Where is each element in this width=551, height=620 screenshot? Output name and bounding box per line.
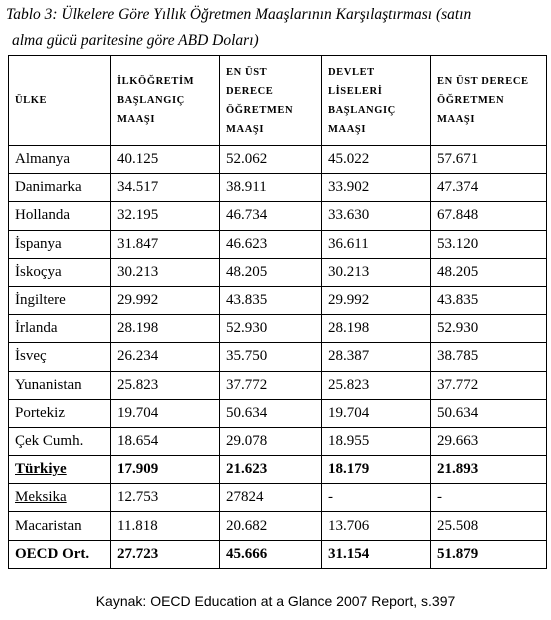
- header-country: ÜLKE: [9, 56, 111, 146]
- salary-value: 50.634: [437, 404, 479, 421]
- value-cell: [431, 484, 547, 512]
- salary-value: 50.634: [226, 404, 268, 421]
- country-name: Yunanistan: [15, 376, 82, 393]
- value-cell: [220, 540, 322, 568]
- country-cell: [9, 427, 111, 455]
- value-cell: [431, 230, 547, 258]
- value-cell: [322, 343, 431, 371]
- salary-value: 18.654: [117, 432, 159, 449]
- value-cell: [322, 202, 431, 230]
- value-cell: [111, 512, 220, 540]
- value-cell: [431, 540, 547, 568]
- value-cell: [111, 540, 220, 568]
- table-row: [9, 174, 547, 202]
- value-cell: [322, 427, 431, 455]
- value-cell: [431, 456, 547, 484]
- country-name: OECD Ort.: [15, 545, 90, 562]
- value-cell: [431, 371, 547, 399]
- salary-value: 38.785: [437, 348, 479, 365]
- value-cell: [111, 258, 220, 286]
- header-top-salary-2: EN ÜST DERECE ÖĞRETMEN MAAŞI: [431, 56, 547, 146]
- salary-value: 46.734: [226, 207, 268, 224]
- salary-value: 37.772: [226, 376, 268, 393]
- salary-value: 33.902: [328, 179, 370, 196]
- salary-table: [8, 55, 547, 569]
- salary-value: 18.955: [328, 432, 370, 449]
- caption-line-1: Tablo 3: Ülkelere Göre Yıllık Öğretmen Maaşlarının Karşılaştırması (satın: [6, 6, 472, 23]
- country-name: İrlanda: [15, 320, 58, 337]
- salary-value: 30.213: [117, 263, 159, 280]
- country-cell: [9, 258, 111, 286]
- salary-value: 25.508: [437, 517, 479, 534]
- salary-value: 48.205: [437, 263, 479, 280]
- table-row: [9, 512, 547, 540]
- country-cell: [9, 371, 111, 399]
- value-cell: [111, 456, 220, 484]
- value-cell: [322, 399, 431, 427]
- country-name: Meksika: [15, 489, 67, 506]
- salary-value: 32.195: [117, 207, 159, 224]
- country-cell: [9, 230, 111, 258]
- value-cell: [322, 315, 431, 343]
- table-row: [9, 371, 547, 399]
- header-row: [9, 56, 547, 146]
- country-cell: [9, 174, 111, 202]
- value-cell: [322, 286, 431, 314]
- caption-line-2: alma gücü paritesine göre ABD Doları): [12, 32, 259, 49]
- country-name: İspanya: [15, 235, 62, 252]
- value-cell: [220, 371, 322, 399]
- salary-value: 29.992: [328, 292, 370, 309]
- value-cell: [431, 399, 547, 427]
- salary-value: 67.848: [437, 207, 479, 224]
- value-cell: [111, 484, 220, 512]
- salary-value: 11.818: [117, 517, 158, 534]
- value-cell: [220, 146, 322, 174]
- salary-value: 36.611: [328, 235, 369, 252]
- salary-value: 13.706: [328, 517, 370, 534]
- salary-value: -: [437, 489, 442, 506]
- salary-value: 45.666: [226, 545, 268, 562]
- value-cell: [322, 456, 431, 484]
- table-row: [9, 399, 547, 427]
- salary-value: 25.823: [117, 376, 159, 393]
- salary-value: 35.750: [226, 348, 268, 365]
- salary-value: 21.623: [226, 461, 268, 478]
- table-row: [9, 258, 547, 286]
- value-cell: [220, 427, 322, 455]
- salary-value: 21.893: [437, 461, 479, 478]
- salary-value: 18.179: [328, 461, 370, 478]
- salary-value: 19.704: [117, 404, 159, 421]
- salary-value: 26.234: [117, 348, 159, 365]
- salary-value: 29.663: [437, 432, 479, 449]
- value-cell: [111, 230, 220, 258]
- value-cell: [111, 371, 220, 399]
- table-row: [9, 540, 547, 568]
- salary-value: 28.387: [328, 348, 370, 365]
- salary-value: 17.909: [117, 461, 159, 478]
- value-cell: [111, 427, 220, 455]
- value-cell: [322, 484, 431, 512]
- table-row: [9, 343, 547, 371]
- value-cell: [322, 258, 431, 286]
- salary-value: -: [328, 489, 333, 506]
- value-cell: [220, 174, 322, 202]
- table-row: [9, 230, 547, 258]
- salary-value: 27824: [226, 489, 264, 506]
- table-row: [9, 286, 547, 314]
- value-cell: [220, 315, 322, 343]
- salary-value: 52.930: [437, 320, 479, 337]
- salary-value: 45.022: [328, 151, 370, 168]
- salary-value: 46.623: [226, 235, 268, 252]
- country-cell: [9, 540, 111, 568]
- country-name: İsveç: [15, 348, 47, 365]
- salary-value: 43.835: [226, 292, 268, 309]
- salary-value: 47.374: [437, 179, 479, 196]
- salary-value: 48.205: [226, 263, 268, 280]
- value-cell: [431, 343, 547, 371]
- country-cell: [9, 512, 111, 540]
- header-top-salary-1: EN ÜST DERECE ÖĞRETMEN MAAŞI: [220, 56, 322, 146]
- value-cell: [322, 174, 431, 202]
- value-cell: [220, 484, 322, 512]
- salary-value: 34.517: [117, 179, 159, 196]
- value-cell: [111, 399, 220, 427]
- country-cell: [9, 315, 111, 343]
- country-cell: [9, 399, 111, 427]
- salary-value: 37.772: [437, 376, 479, 393]
- country-cell: [9, 484, 111, 512]
- salary-value: 43.835: [437, 292, 479, 309]
- value-cell: [431, 286, 547, 314]
- value-cell: [111, 343, 220, 371]
- country-cell: [9, 343, 111, 371]
- salary-value: 33.630: [328, 207, 370, 224]
- salary-value: 27.723: [117, 545, 159, 562]
- value-cell: [322, 371, 431, 399]
- country-cell: [9, 202, 111, 230]
- value-cell: [111, 315, 220, 343]
- table-body: [9, 146, 547, 569]
- header-primary-start: İLKÖĞRETİM BAŞLANGIÇ MAAŞI: [111, 56, 220, 146]
- salary-value: 12.753: [117, 489, 159, 506]
- country-name: İskoçya: [15, 263, 62, 280]
- country-cell: [9, 286, 111, 314]
- value-cell: [220, 399, 322, 427]
- value-cell: [431, 258, 547, 286]
- value-cell: [220, 230, 322, 258]
- table-row: [9, 315, 547, 343]
- country-cell: [9, 456, 111, 484]
- country-name: Danimarka: [15, 179, 82, 196]
- value-cell: [322, 540, 431, 568]
- header-highschool-start: DEVLET LİSELERİ BAŞLANGIÇ MAAŞI: [322, 56, 431, 146]
- salary-value: 53.120: [437, 235, 479, 252]
- salary-value: 19.704: [328, 404, 370, 421]
- value-cell: [431, 315, 547, 343]
- salary-value: 52.930: [226, 320, 268, 337]
- source-note: Kaynak: OECD Education at a Glance 2007 Report, s.397: [95, 593, 456, 609]
- country-name: Türkiye: [15, 461, 67, 478]
- country-name: İngiltere: [15, 292, 66, 309]
- table-row: [9, 456, 547, 484]
- value-cell: [322, 512, 431, 540]
- salary-value: 52.062: [226, 151, 268, 168]
- country-name: Portekiz: [15, 404, 65, 421]
- value-cell: [431, 202, 547, 230]
- salary-value: 25.823: [328, 376, 370, 393]
- country-cell: [9, 146, 111, 174]
- table-row: [9, 427, 547, 455]
- value-cell: [322, 230, 431, 258]
- country-name: Almanya: [15, 151, 70, 168]
- salary-value: 30.213: [328, 263, 370, 280]
- value-cell: [431, 174, 547, 202]
- value-cell: [111, 174, 220, 202]
- salary-value: 57.671: [437, 151, 479, 168]
- salary-value: 29.992: [117, 292, 159, 309]
- value-cell: [111, 146, 220, 174]
- value-cell: [220, 456, 322, 484]
- table-row: [9, 146, 547, 174]
- salary-value: 28.198: [328, 320, 370, 337]
- country-name: Hollanda: [15, 207, 70, 224]
- salary-value: 40.125: [117, 151, 159, 168]
- table-row: [9, 202, 547, 230]
- value-cell: [111, 286, 220, 314]
- value-cell: [220, 512, 322, 540]
- value-cell: [322, 146, 431, 174]
- value-cell: [111, 202, 220, 230]
- value-cell: [220, 202, 322, 230]
- salary-value: 20.682: [226, 517, 268, 534]
- salary-value: 31.154: [328, 545, 370, 562]
- value-cell: [431, 427, 547, 455]
- value-cell: [220, 286, 322, 314]
- value-cell: [220, 343, 322, 371]
- salary-value: 29.078: [226, 432, 268, 449]
- country-name: Macaristan: [15, 517, 82, 534]
- salary-value: 51.879: [437, 545, 479, 562]
- value-cell: [431, 512, 547, 540]
- value-cell: [431, 146, 547, 174]
- country-name: Çek Cumh.: [15, 432, 84, 449]
- value-cell: [220, 258, 322, 286]
- salary-value: 31.847: [117, 235, 159, 252]
- salary-value: 38.911: [226, 179, 267, 196]
- table-row: [9, 484, 547, 512]
- salary-value: 28.198: [117, 320, 159, 337]
- table-caption: [6, 2, 546, 54]
